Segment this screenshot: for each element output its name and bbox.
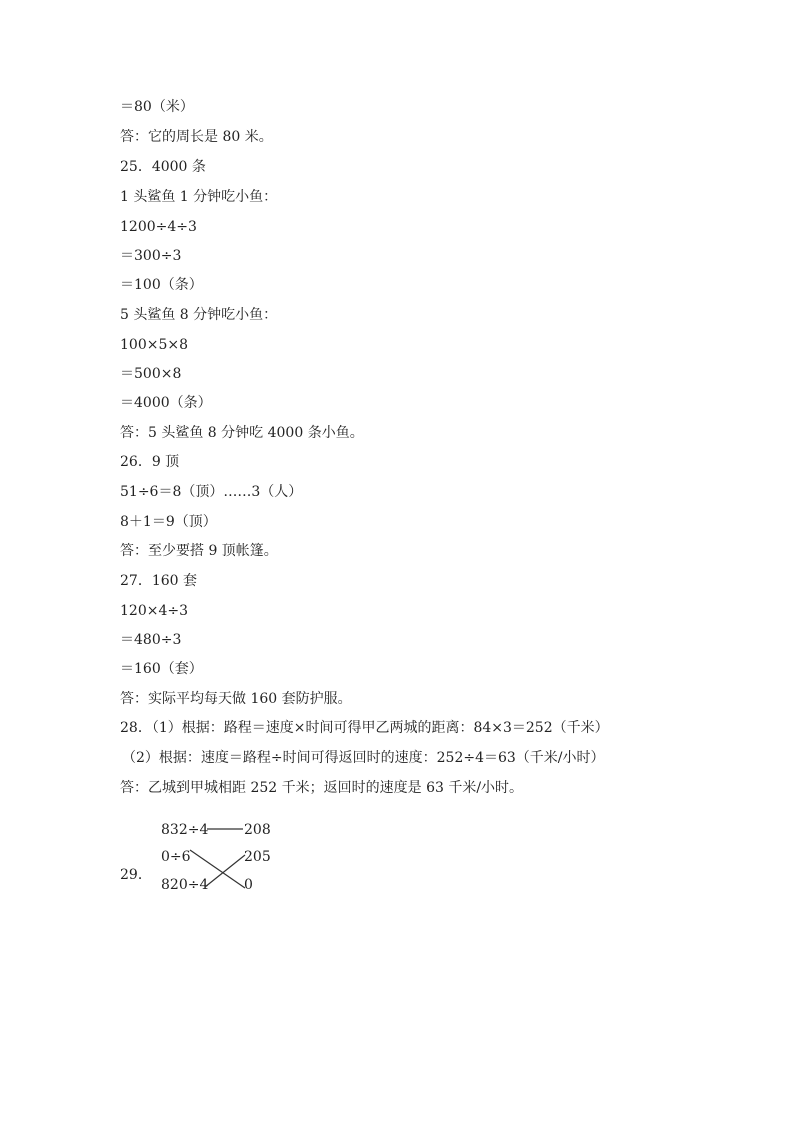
line-1: ＝80（米）: [120, 99, 194, 115]
line-4: 1 头鲨鱼 1 分钟吃小鱼：: [120, 189, 278, 205]
line-18: 120×4÷3: [120, 603, 188, 619]
line-17: 27．160 套: [120, 573, 197, 589]
line-3: 25．4000 条: [120, 159, 206, 175]
line-16: 答：至少要搭 9 顶帐篷。: [120, 543, 278, 559]
match-line-2: [190, 850, 245, 888]
line-9: 100×5×8: [120, 337, 188, 353]
result-1: 208: [244, 822, 271, 838]
line-5: 1200÷4÷3: [120, 219, 197, 235]
line-22: 28．（1）根据：路程＝速度×时间可得甲乙两城的距离：84×3＝252（千米）: [120, 720, 609, 736]
line-23: （2）根据：速度＝路程÷时间可得返回时的速度：252÷4＝63（千米/小时）: [122, 750, 605, 766]
q29-label: 29．: [120, 867, 152, 883]
line-2: 答：它的周长是 80 米。: [120, 129, 273, 145]
line-13: 26．9 顶: [120, 454, 180, 470]
q29-matching: [120, 815, 320, 895]
line-7: ＝100（条）: [120, 277, 203, 293]
line-8: 5 头鲨鱼 8 分钟吃小鱼：: [120, 307, 278, 323]
match-line-3: [205, 855, 245, 887]
line-14: 51÷6＝8（顶）……3（人）: [120, 484, 303, 500]
line-11: ＝4000（条）: [120, 395, 212, 411]
line-6: ＝300÷3: [120, 248, 182, 264]
line-21: 答：实际平均每天做 160 套防护服。: [120, 691, 352, 707]
line-12: 答：5 头鲨鱼 8 分钟吃 4000 条小鱼。: [120, 425, 364, 441]
expression-1: 832÷4: [161, 822, 209, 838]
result-2: 205: [244, 849, 271, 865]
match-lines: [120, 815, 320, 895]
line-15: 8＋1＝9（顶）: [120, 514, 217, 530]
line-10: ＝500×8: [120, 366, 182, 382]
line-24: 答：乙城到甲城相距 252 千米；返回时的速度是 63 千米/小时。: [120, 780, 524, 796]
result-3: 0: [244, 877, 253, 893]
line-19: ＝480÷3: [120, 632, 182, 648]
expression-2: 0÷6: [161, 849, 191, 865]
line-20: ＝160（套）: [120, 661, 203, 677]
expression-3: 820÷4: [161, 877, 209, 893]
